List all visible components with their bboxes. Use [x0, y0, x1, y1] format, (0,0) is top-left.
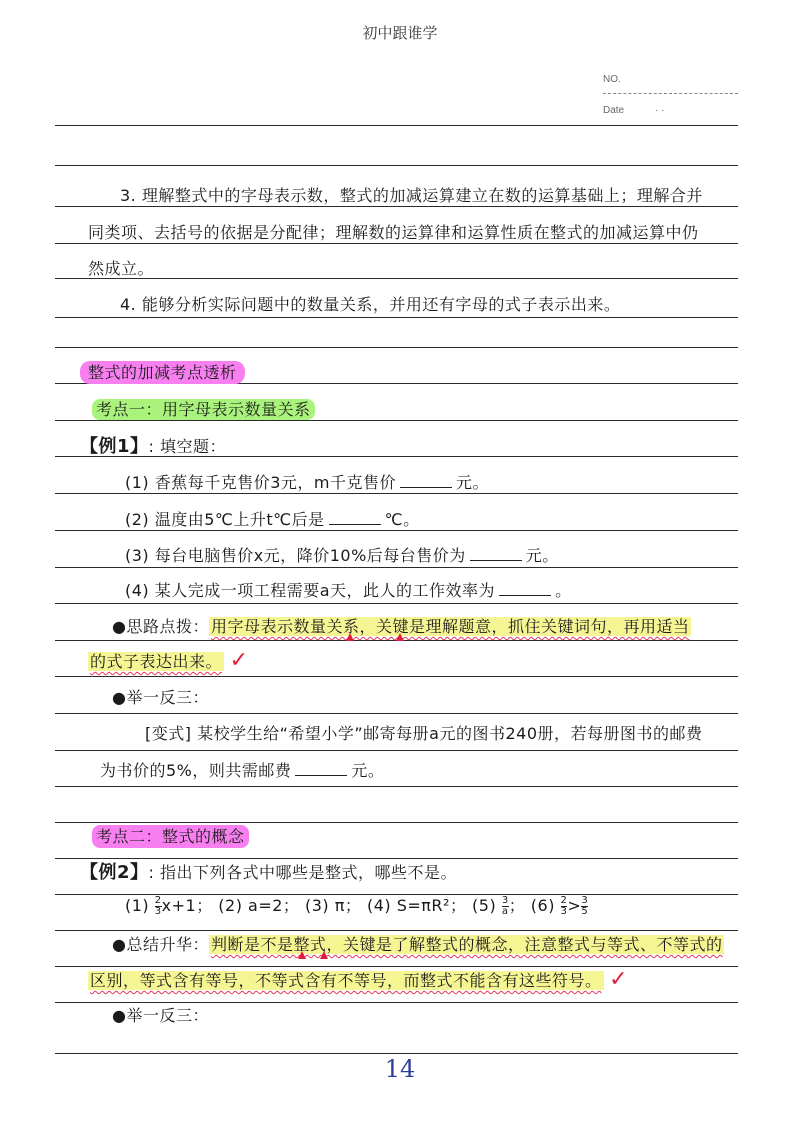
- ruled-line: [55, 278, 738, 279]
- q2-unit: ℃。: [384, 510, 420, 529]
- no-label: NO.: [603, 74, 621, 85]
- variant-unit: 元。: [351, 761, 385, 780]
- section-title: [80, 360, 245, 383]
- ruled-line: [55, 603, 738, 604]
- q4-unit: 。: [555, 581, 572, 600]
- fraction: $\frac{2}{3}$: [154, 895, 162, 917]
- tip-1-line-2: [88, 648, 249, 673]
- red-marker-icon: [320, 951, 328, 959]
- greater-than: >: [567, 896, 582, 915]
- example-1-q3: [125, 543, 559, 566]
- example-1-text: : 填空题：: [148, 437, 227, 456]
- ruled-line: [55, 786, 738, 787]
- ruled-line: [55, 567, 738, 568]
- ruled-line: [55, 750, 738, 751]
- ruled-line: [55, 206, 738, 207]
- date-label: Date: [603, 105, 625, 116]
- fraction: $\frac{2}{3}$: [560, 895, 568, 917]
- page-header: 初中跟谁学: [362, 24, 438, 42]
- ruled-line: [55, 317, 738, 318]
- point-1-title-text: 考点一：用字母表示数量关系: [92, 399, 315, 420]
- variant-blank: [295, 761, 347, 776]
- example-2-label: 【例2】: [80, 862, 149, 883]
- example-1-label: 【例1】: [80, 436, 149, 457]
- variant-text: 为书价的5%，则共需邮费: [100, 761, 292, 780]
- checkmark-icon: ✓: [609, 967, 629, 992]
- practice-2: ●举一反三：: [112, 1006, 209, 1025]
- ruled-line: [55, 243, 738, 244]
- page-number: 14: [384, 1055, 416, 1083]
- tip-2-label: ●总结升华：: [112, 935, 209, 954]
- example-2-heading: [80, 858, 457, 884]
- ruled-line: [55, 1053, 738, 1054]
- ruled-line: [55, 676, 738, 677]
- tip-1-text: 用字母表示数量关系，关键是理解题意，抓住关键词句，再用适当: [210, 617, 690, 636]
- items-text: x+1； (2) a=2； (3) π； (4) S=πR²； (5): [161, 896, 497, 915]
- goal-3-line-1: 3. 理解整式中的字母表示数，整式的加减运算建立在数的运算基础上；理解合并: [120, 186, 703, 205]
- fraction: $\frac{3}{a}$: [501, 895, 509, 917]
- q2-text: (2) 温度由5℃上升t℃后是: [125, 510, 325, 529]
- q2-blank: [329, 510, 381, 525]
- q3-text: (3) 每台电脑售价x元，降价10%后每台售价为: [125, 546, 466, 565]
- no-line: [603, 93, 738, 94]
- tip-1-label: ●思路点拨：: [112, 617, 209, 636]
- variant-line-1: [变式] 某校学生给“希望小学”邮寄每册a元的图书240册，若每册图书的邮费: [145, 724, 703, 743]
- example-1-q2: [125, 507, 420, 530]
- point-2-title: [92, 824, 249, 847]
- red-marker-icon: [346, 633, 354, 641]
- fraction: $\frac{3}{5}$: [581, 895, 589, 917]
- ruled-line: [55, 713, 738, 714]
- q4-blank: [499, 581, 551, 596]
- tip-2-text: 判断是不是整式，关键是了解整式的概念，注意整式与等式、不等式的: [210, 935, 723, 954]
- goal-3-line-2: 同类项、去括号的依据是分配律；理解数的运算律和运算性质在整式的加减运算中仍: [88, 223, 699, 242]
- goal-4: 4. 能够分析实际问题中的数量关系，并用还有字母的式子表示出来。: [120, 295, 621, 314]
- q3-unit: 元。: [525, 546, 559, 565]
- variant-line-2: [100, 758, 384, 781]
- ruled-line: [55, 930, 738, 931]
- q1-text: (1) 香蕉每千克售价3元，m千克售价: [125, 473, 397, 492]
- tip-2-line-1: [112, 932, 724, 955]
- item-1-label: (1): [125, 896, 150, 915]
- items-text-2: ； (6): [508, 896, 555, 915]
- q4-text: (4) 某人完成一项工程需要a天，此人的工作效率为: [125, 581, 496, 600]
- point-2-title-text: 考点二：整式的概念: [92, 825, 249, 848]
- tip-2-text-cont: 区别，等式含有等号，不等式含有不等号，而整式不能含有这些符号。: [90, 971, 602, 990]
- ruled-line: [55, 530, 738, 531]
- example-1-heading: [80, 432, 226, 458]
- example-2-items: [125, 893, 588, 917]
- point-1-title: [92, 397, 315, 420]
- goal-3-line-3: 然成立。: [88, 259, 155, 278]
- date-dots: · ·: [655, 105, 665, 116]
- red-marker-icon: [298, 951, 306, 959]
- example-2-text: : 指出下列各式中哪些是整式，哪些不是。: [148, 863, 458, 882]
- tip-1-text-cont: 的式子表达出来。: [90, 652, 223, 671]
- q1-blank: [400, 473, 452, 488]
- ruled-line: [55, 125, 738, 126]
- example-1-q4: [125, 578, 572, 601]
- section-title-text: 整式的加减考点透析: [80, 361, 245, 384]
- checkmark-icon: ✓: [229, 648, 249, 673]
- practice-1: ●举一反三：: [112, 688, 209, 707]
- ruled-line: [55, 822, 738, 823]
- ruled-line: [55, 347, 738, 348]
- ruled-line: [55, 493, 738, 494]
- example-1-q1: [125, 470, 489, 493]
- tip-2-line-2: [88, 967, 628, 992]
- red-marker-icon: [396, 633, 404, 641]
- q1-unit: 元。: [456, 473, 490, 492]
- q3-blank: [470, 546, 522, 561]
- ruled-line: [55, 165, 738, 166]
- ruled-line: [55, 420, 738, 421]
